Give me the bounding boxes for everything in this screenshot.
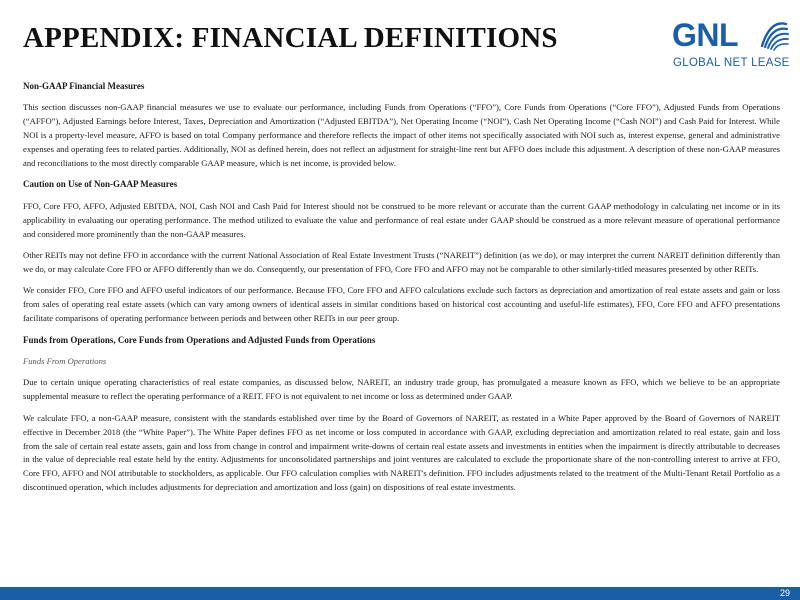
section-heading: Caution on Use of Non-GAAP Measures — [23, 179, 178, 190]
paragraph: We consider FFO, Core FFO and AFFO useful indicators of our performance. Because FFO, Core FFO and AFFO calculations exclude such factors as depreciation and amortization of real estate assets and gain or loss from sales of operating real estate assets (which can vary among owners of identical assets in similar conditions based on historical cost accounting and useful-life estimates), FFO, Core FFO and AFFO presentations facilitate comparisons of operating performance between periods and between other REITs in our peer group. — [23, 285, 780, 324]
page-number: 29 — [779, 588, 790, 598]
logo-wordmark: GNL — [672, 17, 739, 53]
footer-bar — [0, 587, 800, 600]
paragraph: FFO, Core FFO, AFFO, Adjusted EBITDA, NOI, Cash NOI and Cash Paid for Interest should not be construed to be more relevant or accurate than the current GAAP methodology in calculating net income or in its applicability in evaluating our operating performance. The method utilized to evaluate the value and performance of real estate under GAAP should be construed as a more relevant measure of operational performance and considered more prominently than the non-GAAP measures. — [23, 200, 780, 239]
logo-subtitle: GLOBAL NET LEASE — [673, 57, 790, 69]
section-heading: Non-GAAP Financial Measures — [23, 81, 145, 91]
section-heading: Funds from Operations, Core Funds from Operations and Adjusted Funds from Operations — [23, 334, 376, 345]
paragraph: We calculate FFO, a non-GAAP measure, consistent with the standards established over time by the Board of Governors of NAREIT, as restated in a White Paper approved by the Board of Governors of NAREIT effective in December 2018 (the “White Paper”). The White Paper defines FFO as net income or loss computed in accordance with GAAP, excluding depreciation and amortization related to real estate, gain and loss from the sale of certain real estate assets, gain and loss from change in control and impairment write-downs of certain real estate assets and investments in entities when the impairment is directly attributable to decreases in the value of depreciable real estate held by the entity. Adjustments for unconsolidated partnerships and joint ventures are calculated to exclude the proportionate share of the non-controlling interest to arrive at FFO, Core FFO, AFFO and NOI attributable to stockholders, as applicable. Our FFO calculation complies with NAREIT's definition. FFO includes adjustments related to the treatment of the Multi-Tenant Retail Portfolio as a discontinued operation, which includes adjustments for depreciation and amortization and loss (gain) on dispositions of real estate investments. — [23, 412, 780, 493]
page-title: APPENDIX: FINANCIAL DEFINITIONS — [23, 22, 558, 54]
paragraph: This section discusses non-GAAP financial measures we use to evaluate our performance, including Funds from Operations (“FFO”), Core Funds from Operations (“Core FFO”), Adjusted Funds from Operations (“AFFO”), Adjusted Earnings before Interest, Taxes, Depreciation and Amortization (“Adjusted EBITDA”), Net Operating Income (“NOI”), Cash Net Operating Income (“Cash NOI”) and Cash Paid for Interest. While NOI is a property-level measure, AFFO is based on total Company performance and therefore reflects the impact of other items not specifically associated with NOI such as, interest expense, general and administrative expenses and operating fees to related parties. Additionally, NOI as defined herein, does not reflect an adjustment for straight-line rent but AFFO does include this adjustment. A description of these non-GAAP measures and reconciliations to the most directly comparable GAAP measure, which is net income, is provided below. — [23, 102, 780, 169]
paragraph: Other REITs may not define FFO in accordance with the current National Association of Real Estate Investment Trusts (“NAREIT”) definition (as we do), or may interpret the current NAREIT definition differently than we do, or may calculate Core FFO or AFFO differently than we do. Consequently, our presentation of FFO, Core FFO and AFFO may not be comparable to other similarly-titled measures presented by other REITs. — [23, 250, 780, 274]
gnl-logo — [670, 14, 792, 72]
paragraph: Due to certain unique operating characteristics of real estate companies, as discussed below, NAREIT, an industry trade group, has promulgated a measure known as FFO, which we believe to be an appropriate supplemental measure to reflect the operating performance of a REIT. FFO is not equivalent to net income or loss as determined under GAAP. — [23, 377, 780, 402]
definitions-body — [23, 80, 780, 503]
section-subheading: Funds From Operations — [23, 356, 107, 366]
